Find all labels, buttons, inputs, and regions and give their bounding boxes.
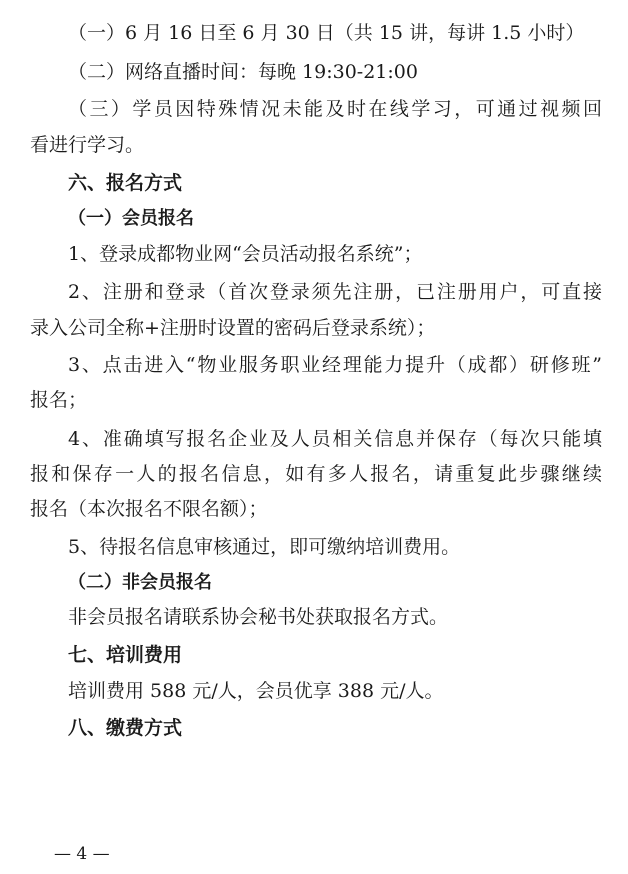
- member-step-3-line-1: 3、点击进入“物业服务职业经理能力提升（成都）研修班”: [68, 354, 602, 376]
- member-step-5: 5、待报名信息审核通过，即可缴纳培训费用。: [68, 536, 461, 558]
- subheading-non-member-registration: （二）非会员报名: [68, 572, 212, 593]
- member-step-4-line-1: 4、准确填写报名企业及人员相关信息并保存（每次只能填: [68, 428, 602, 450]
- member-step-2-line-1: 2、注册和登录（首次登录须先注册，已注册用户，可直接: [68, 281, 602, 303]
- subheading-member-registration: （一）会员报名: [68, 208, 194, 229]
- non-member-instruction: 非会员报名请联系协会秘书处获取报名方式。: [68, 606, 449, 628]
- live-broadcast-time-line: （二）网络直播时间：每晚 19:30-21:00: [68, 61, 418, 83]
- replay-note-line-2: 看进行学习。: [30, 134, 145, 156]
- section-heading-training-fee: 七、培训费用: [68, 644, 183, 666]
- training-fee-line: 培训费用 588 元/人，会员优享 388 元/人。: [68, 680, 444, 702]
- schedule-dates-line: （一）6 月 16 日至 6 月 30 日（共 15 讲，每讲 1.5 小时）: [68, 22, 585, 44]
- member-step-1: 1、登录成都物业网“会员活动报名系统”；: [68, 243, 423, 265]
- section-heading-registration: 六、报名方式: [68, 172, 183, 194]
- page-number: — 4 —: [54, 844, 110, 864]
- replay-note-line-1: （三）学员因特殊情况未能及时在线学习，可通过视频回: [68, 98, 602, 120]
- member-step-4-line-2: 报和保存一人的报名信息，如有多人报名，请重复此步骤继续: [30, 463, 602, 485]
- member-step-2-line-2: 录入公司全称+注册时设置的密码后登录系统）；: [30, 317, 436, 339]
- section-heading-payment-method: 八、缴费方式: [68, 717, 183, 739]
- member-step-4-line-3: 报名（本次报名不限名额）；: [30, 498, 268, 520]
- member-step-3-line-2: 报名；: [30, 389, 88, 411]
